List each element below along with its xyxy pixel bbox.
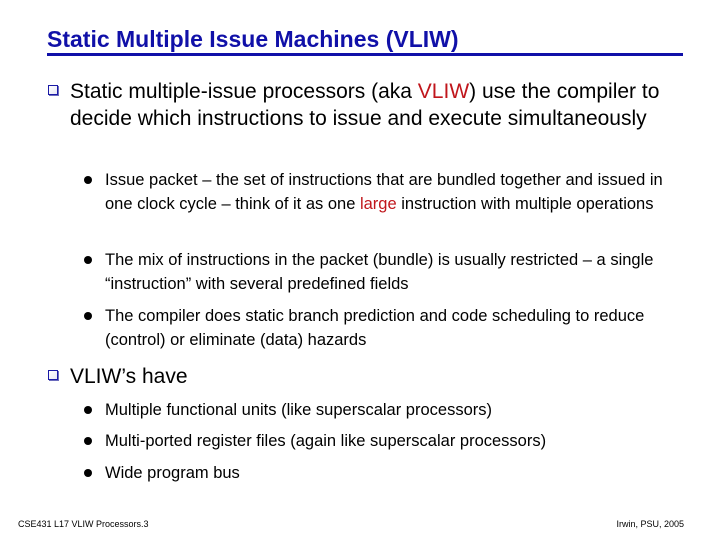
footer-author-label: Irwin, PSU, 2005 xyxy=(616,519,684,529)
bullet-text xyxy=(105,168,684,216)
bullet-text-part: ) use the compiler to decide which instructions to issue and execute simultaneously xyxy=(70,80,660,130)
bullet-text: Multiple functional units (like superscalar processors) xyxy=(105,401,492,419)
dot-bullet-icon xyxy=(84,469,92,477)
highlight-vliw: VLIW xyxy=(417,80,470,103)
bullet-issue-packet xyxy=(84,168,684,216)
dot-bullet-icon xyxy=(84,176,92,184)
bullet-instruction-mix xyxy=(84,248,684,296)
bullet-text: The mix of instructions in the packet (bundle) is usually restricted – a single “instruction” with several predefined fields xyxy=(105,251,654,293)
bullet-text: VLIW’s have xyxy=(70,365,188,388)
highlight-large: large xyxy=(359,195,397,213)
bullet-text: The compiler does static branch prediction and code scheduling to reduce (control) or eliminate (data) hazards xyxy=(105,307,645,349)
bullet-static-multiple-issue xyxy=(48,78,668,132)
bullet-program-bus xyxy=(84,461,684,485)
dot-bullet-icon xyxy=(84,437,92,445)
bullet-vliw-have xyxy=(48,363,668,390)
dot-bullet-icon xyxy=(84,406,92,414)
dot-bullet-icon xyxy=(84,312,92,320)
bullet-text: Multi-ported register files (again like superscalar processors) xyxy=(105,432,547,450)
checkbox-bullet-icon xyxy=(48,370,58,380)
slide-title: Static Multiple Issue Machines (VLIW) xyxy=(47,26,683,56)
bullet-text xyxy=(70,78,668,132)
bullet-text: Wide program bus xyxy=(105,464,240,482)
footer-course-label: CSE431 L17 VLIW Processors.3 xyxy=(18,519,149,529)
bullet-text-part: Issue packet – the set of instructions that are bundled together and issued in one clock cycle – think of it as one xyxy=(105,171,663,213)
bullet-text-part: instruction with multiple operations xyxy=(396,195,654,213)
bullet-functional-units xyxy=(84,398,684,422)
bullet-text-part: Static multiple-issue processors (aka xyxy=(70,80,418,103)
dot-bullet-icon xyxy=(84,256,92,264)
bullet-compiler xyxy=(84,304,684,352)
checkbox-bullet-icon xyxy=(48,85,58,95)
bullet-register-files xyxy=(84,429,684,453)
